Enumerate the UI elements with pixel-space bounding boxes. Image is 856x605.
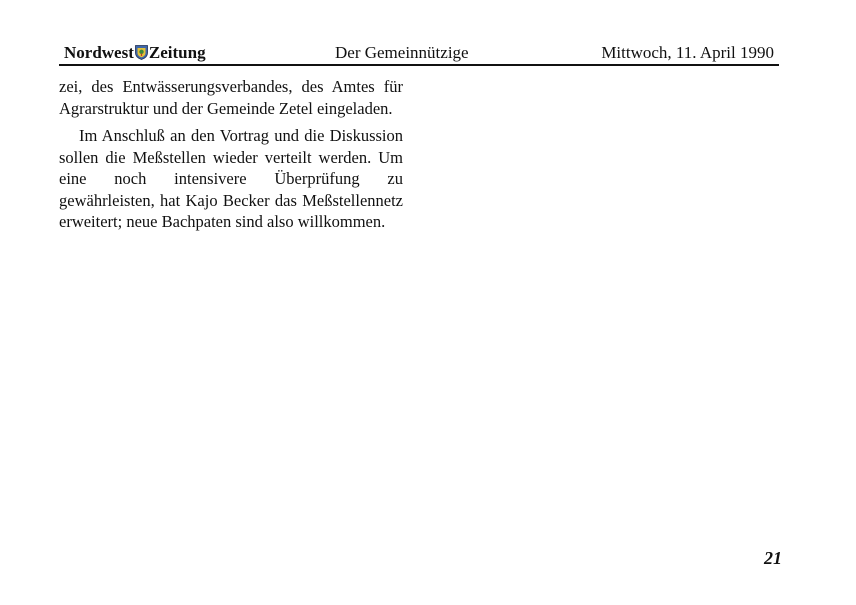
newspaper-masthead	[64, 43, 206, 63]
page-number: 21	[764, 548, 782, 568]
article-column	[59, 76, 403, 239]
section-title: Der Gemeinnützige	[335, 43, 469, 62]
masthead-right-word: Zeitung	[148, 43, 206, 62]
issue-date: Mittwoch, 11. April 1990	[601, 43, 774, 62]
article-paragraph: zei, des Entwässerungsverbandes, des Amtes für Agrarstruktur und der Gemeinde Zetel eingeladen.	[59, 77, 403, 118]
article-paragraph: Im Anschluß an den Vortrag und die Diskussion sollen die Meßstellen wieder verteilt werden. Um eine noch intensivere Überprüfung zu gewährleisten, hat Kajo Becker das Meßstellennetz erweitert; neue Bachpaten sind also willkommen.	[59, 126, 403, 231]
page-header	[59, 42, 779, 66]
masthead-left-word: Nordwest	[64, 43, 134, 62]
crest-icon	[135, 45, 148, 60]
